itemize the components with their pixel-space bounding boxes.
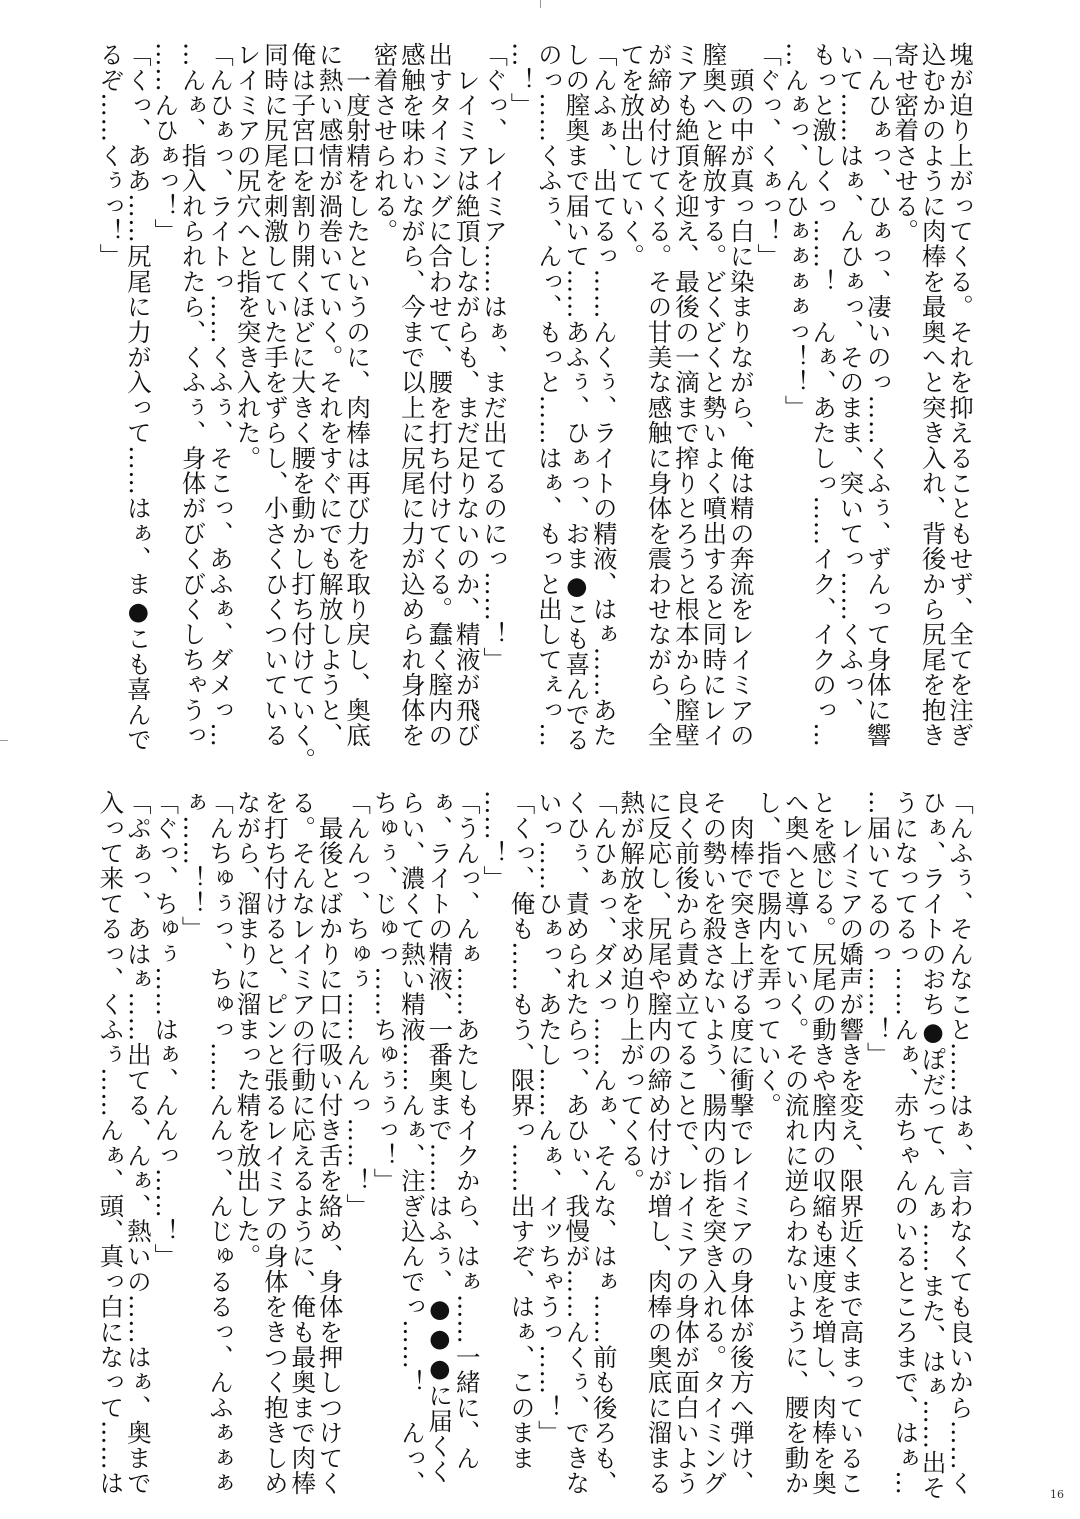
text-column: レイミアの尻穴へと指を突き入れた。 [233, 42, 263, 471]
text-column: とを感じる。尻尾の動きや膣内の収縮も速度を増し、肉棒を奥 [808, 790, 838, 1496]
text-column: 最後とばかりに口に吸い付き舌を絡め、身体を押しつけてく [315, 790, 345, 1496]
text-column: …んぁっ、んひぁぁぁぁっ！！」 [781, 42, 811, 420]
text-column: 「くっ、俺も……もう、限界っ……出すぞ、はぁ、このまま [507, 790, 537, 1471]
text-column: てを放出していく。 [617, 42, 647, 269]
text-column: 肉棒で突き上げる度に衝撃でレイミアの身体が後方へ弾け、 [726, 790, 756, 1496]
text-column: 「んちゅぅっ、ちゅっ……んんっ、んじゅるるっ、んふぁぁぁ [206, 790, 236, 1496]
text-column: 「ぐっ、ちゅぅ……はぁ、んんっ……！」 [151, 790, 181, 1269]
text-column: もっと激しくっ……！ んぁ、あたしっ……イク、イクのっ… [808, 42, 838, 748]
text-column: 膣奥へと解放する。どくどくと勢いよく噴出すると同時にレイ [699, 42, 729, 748]
text-column: くひぅ、責められたらっ、あひぃ、我慢が……んくぅ、できな [562, 790, 592, 1496]
text-column: 感触を味わいながら、今まで以上に尻尾に力が込められ身体を [397, 42, 427, 748]
text-column: ……！」 [480, 790, 510, 891]
text-column: のっ……くふぅ、んっ、もっと……はぁ、もっと出してぇっ… [534, 42, 564, 748]
text-column: レイミアの嬌声が響きを変え、限界近くまで高まっているこ [836, 790, 866, 1496]
crop-mark-top [540, 0, 541, 8]
text-block-top [96, 42, 975, 773]
text-column: 密着させられる。 [370, 42, 400, 244]
text-block-bottom [98, 790, 974, 1500]
text-column: らい、濃くて熱い精液……んぁ、注ぎ込んでっ……！ んっ、 [397, 790, 427, 1496]
text-column: 「うんっ、んぁ……あたしもイクから、はぁ……一緒に、ん [452, 790, 482, 1471]
text-column: 「くっ、ああ……尻尾に力が入って……はぁ、ま●こも喜んで [123, 42, 153, 753]
text-column: 寄せ密着させる。 [891, 42, 921, 244]
text-column: しの膣奥まで届いて……あふぅ、ひぁっ、おま●こも喜んでる [562, 42, 592, 753]
text-column: を打ち付けると、ピンと張るレイミアの身体をきつく抱きしめ [260, 790, 290, 1496]
text-column: に熱い感情が渦巻いていく。それをすぐにでも解放しようと、 [315, 42, 345, 748]
text-column: いて……はぁ、んひぁっ、そのまま、突いてっ……くふっ、 [836, 42, 866, 723]
text-column: 「んんっ、ちゅぅ……んんっ……！」 [343, 790, 373, 1219]
text-column: 同時に尻尾を刺激していた手をずらし、小さくひくついている [260, 42, 290, 748]
text-column: 「んふぁ、出てるっ……んくぅ、ライトの精液、はぁ……あた [589, 42, 619, 748]
text-column: いっ……ひぁっ、あたし……んぁ、イッちゃうっ……！」 [534, 790, 564, 1446]
text-column: 熱が解放を求め迫り上がってくる。 [617, 790, 647, 1194]
text-column: 「んひぁっ、ライトっ……くふぅ、そこっ、あふぁ、ダメっ… [206, 42, 236, 748]
text-column: 一度射精をしたというのに、肉棒は再び力を取り戻し、奥底 [343, 42, 373, 748]
text-column: 俺は子宮口を割り開くほどに大きく腰を動かし打ち付けていく。 [288, 42, 318, 773]
text-column: る。そんなレイミアの行動に応えるように、俺も最奥まで肉棒 [288, 790, 318, 1496]
text-column: ちゅぅ、じゅっ……ちゅぅぅっ！」 [370, 790, 400, 1194]
text-column: その勢いを殺さないよう、腸内の指を突き入れる。タイミング [699, 790, 729, 1496]
text-column: ぁ、ライトの精液、一番奥まで……はふぅ、●●●に届くく [425, 790, 455, 1484]
text-column: に反応し、尻尾や膣内の締め付けが増し、肉棒の奥底に溜まる [644, 790, 674, 1496]
text-column: …届いてるのっ……！」 [863, 790, 893, 1068]
text-column: 「ぐっ、くぁっ！」 [754, 42, 784, 269]
text-column: るぞ……くぅっ！」 [96, 42, 126, 269]
page-number: 16 [1050, 1488, 1064, 1501]
text-column: ひぁ、ライトのおち●ぽだって、んぁ……また、はぁ……出そ [918, 790, 948, 1501]
text-column: 「んひぁっ、ひぁっ、凄いのっ……くふぅ、ずんって身体に響 [863, 42, 893, 748]
text-column: 「んふぅ、そんなこと……はぁ、言わなくても良いから……く [946, 790, 975, 1496]
text-column: …！」 [507, 42, 537, 118]
text-column: 「ぐっ、レイミア……はぁ、まだ出てるのにっ……！」 [480, 42, 510, 672]
text-column: 「んひぁっ、ダメっ……んぁ、そんな、はぁ……前も後ろも、 [589, 790, 619, 1496]
text-column: ……んひぁっ！」 [151, 42, 181, 244]
text-column: 「ぷぁっ、あはぁ……出てる、んぁ、熱いの……はぁ、奥まで [123, 790, 153, 1496]
text-column: ミアも絶頂を迎え、最後の一滴まで搾りとろうと根本から膣壁 [671, 42, 701, 748]
text-column: レイミアは絶頂しながらも、まだ足りないのか、精液が飛び [452, 42, 482, 748]
text-column: …んぁ、指入れられたら、くふぅ、身体がびくびくしちゃうっ [178, 42, 208, 748]
text-column: 塊が迫り上がってくる。それを抑えることもせず、全てを注ぎ [946, 42, 975, 748]
text-column: うになってるっ……んぁ、赤ちゃんのいるところまで、はぁ… [891, 790, 921, 1496]
crop-mark-left [0, 740, 8, 741]
text-column: が締め付けてくる。その甘美な感触に身体を震わせながら、全 [644, 42, 674, 748]
text-column: 良く前後から責め立てることで、レイミアの身体が面白いよう [671, 790, 701, 1496]
text-column: ぁ……！！」 [178, 790, 208, 942]
text-column: 出すタイミングに合わせて、腰を打ち付けてくる。蠢く膣内の [425, 42, 455, 748]
text-column: ながら、溜まりに溜まった精を放出した。 [233, 790, 263, 1269]
text-column: 込むかのように肉棒を最奥へと突き入れ、背後から尻尾を抱き [918, 42, 948, 748]
text-column: 入って来てるっ、くふぅ……んぁ、頭、真っ白になって……は [96, 790, 126, 1496]
text-column: 頭の中が真っ白に染まりながら、俺は精の奔流をレイミアの [726, 42, 756, 748]
text-column: し、指で腸内を弄っていく。 [754, 790, 784, 1118]
text-column: へ奥へと導いていく。その流れに逆らわないように、腰を動か [781, 790, 811, 1496]
